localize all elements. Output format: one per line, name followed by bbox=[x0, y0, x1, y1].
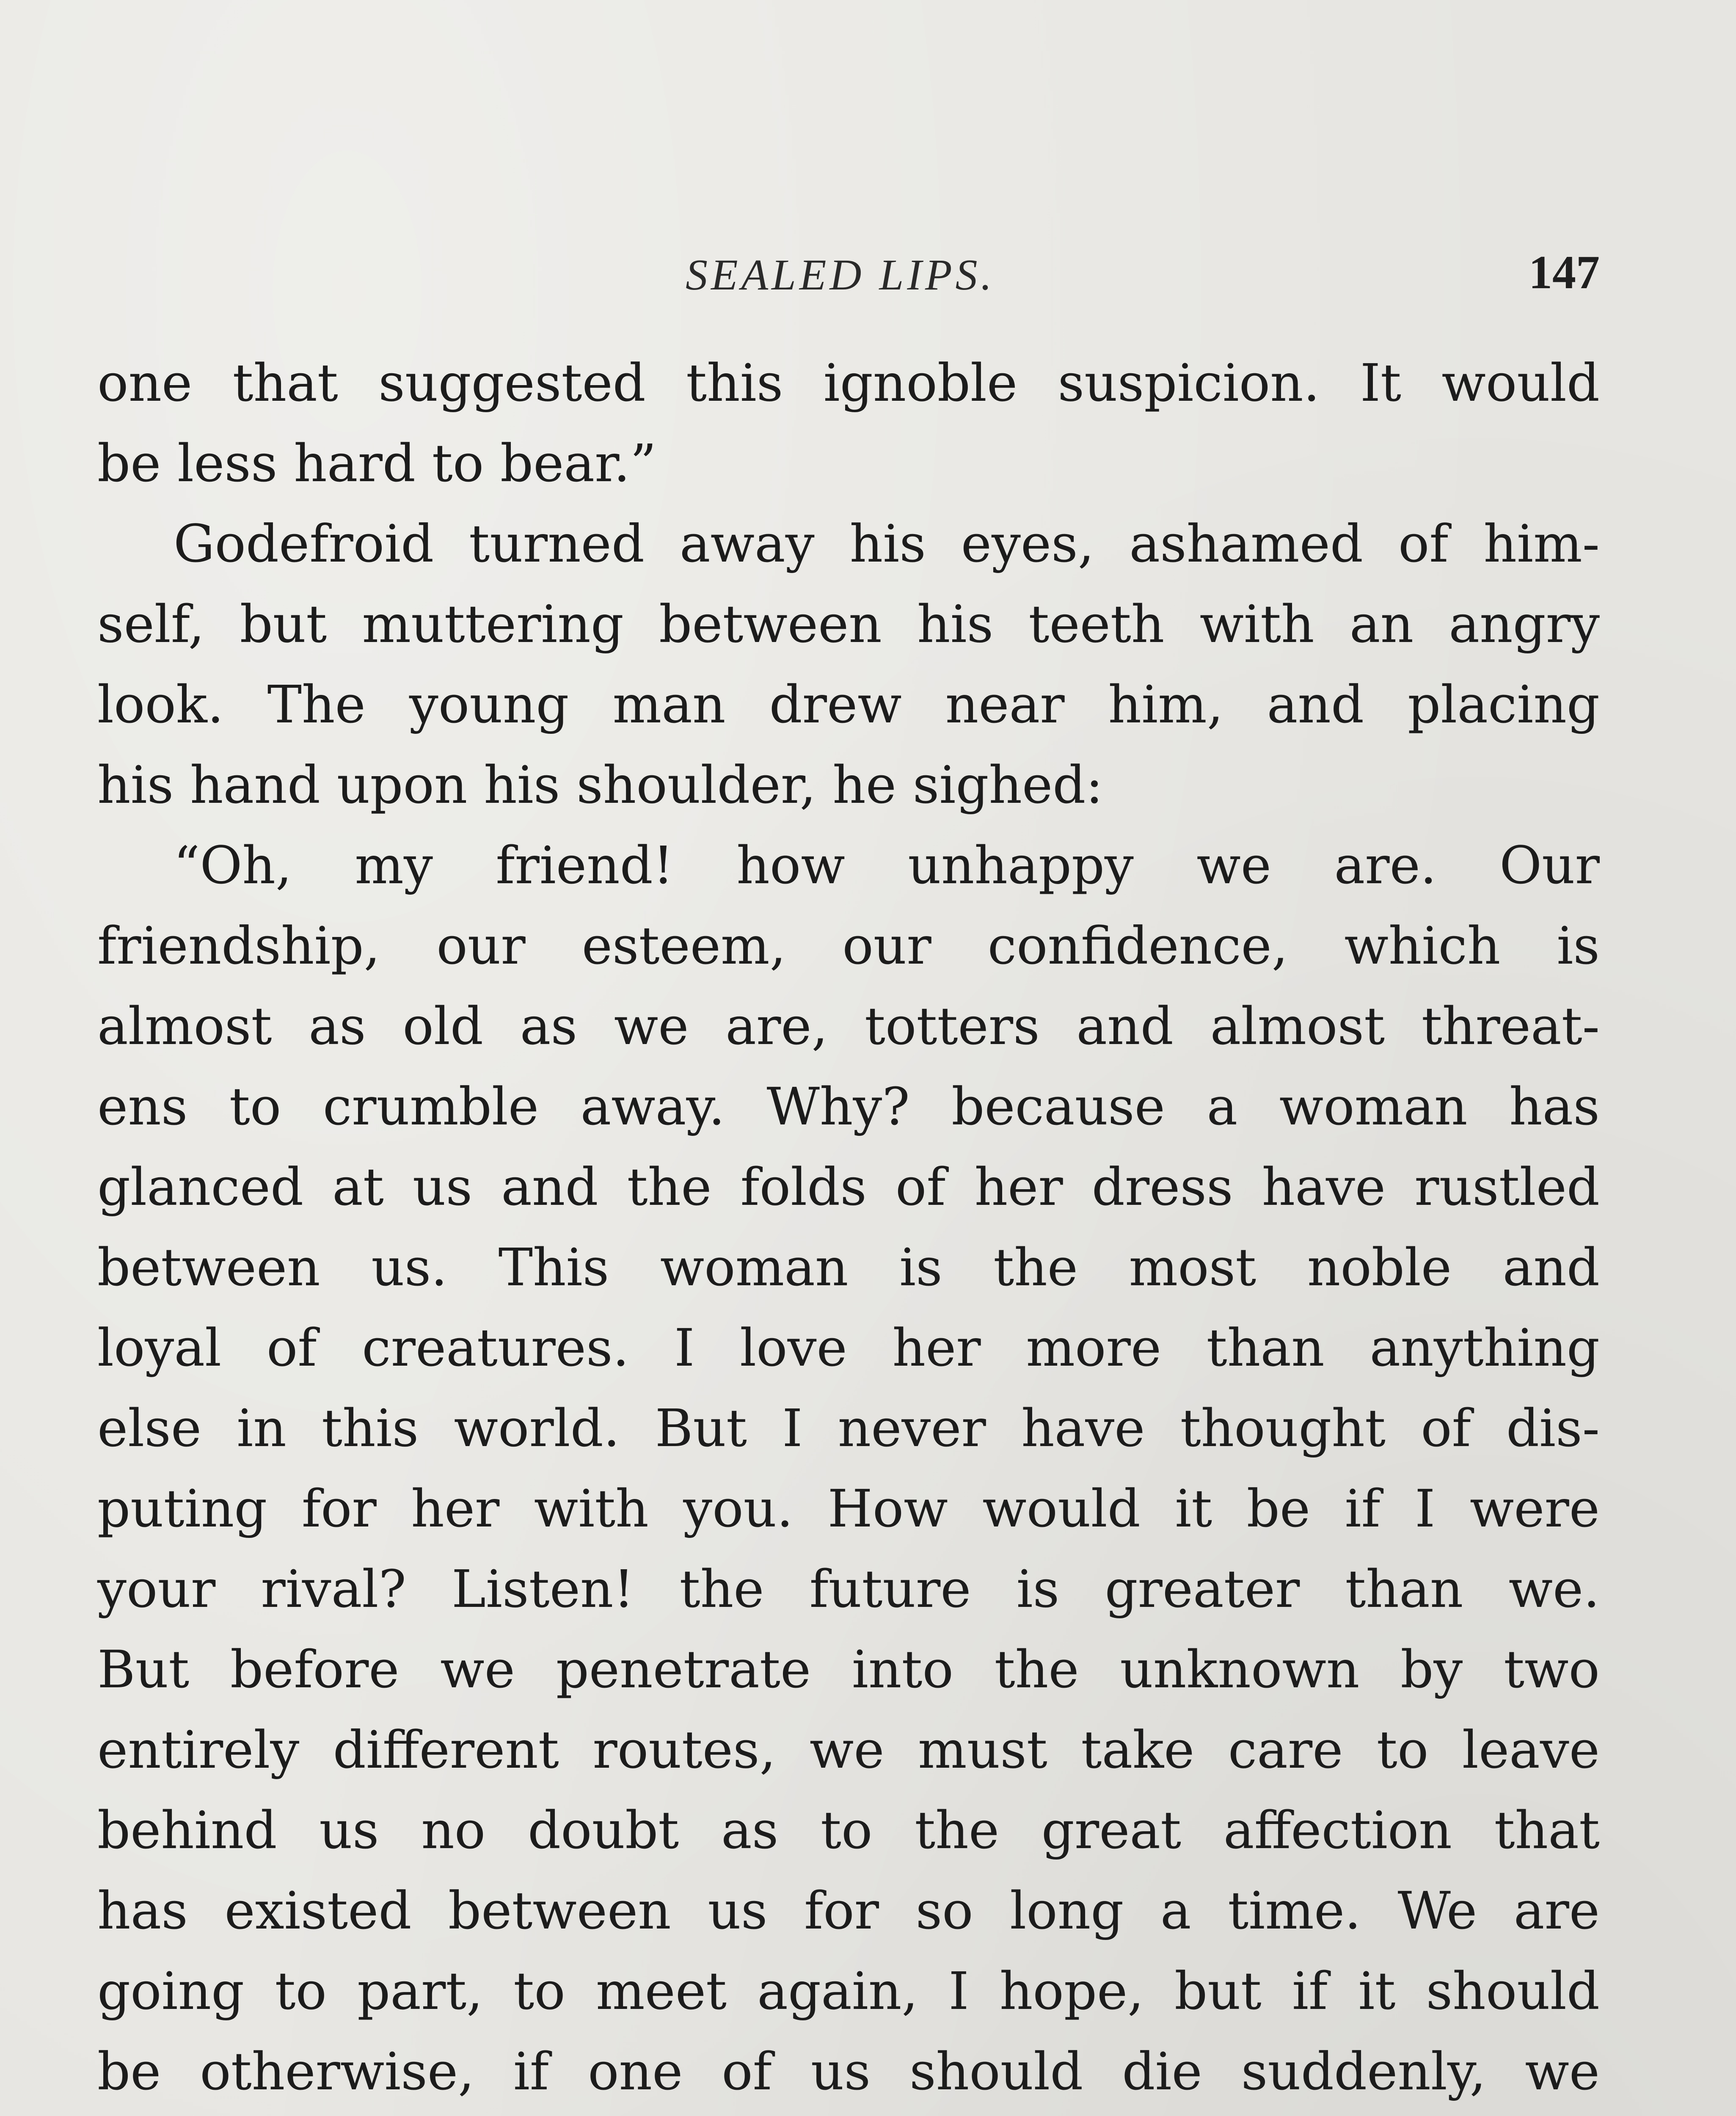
text-line: has existed between us for so long a time. We are bbox=[97, 1881, 1600, 1941]
text-line: his hand upon his shoulder, he sighed: bbox=[97, 755, 1103, 815]
text-line: one that suggested this ignoble suspicion. It would bbox=[97, 353, 1600, 413]
text-line: ens to crumble away. Why? because a woman has bbox=[97, 1077, 1600, 1137]
text-line: between us. This woman is the most noble and bbox=[97, 1237, 1600, 1298]
text-line: Godefroid turned away his eyes, ashamed of him- bbox=[174, 514, 1600, 574]
text-line: “Oh, my friend! how unhappy we are. Our bbox=[174, 835, 1600, 895]
text-line: almost as old as we are, totters and almost threat- bbox=[97, 996, 1600, 1056]
page-header bbox=[0, 237, 1736, 322]
text-line: puting for her with you. How would it be if I were bbox=[97, 1479, 1600, 1539]
text-line: friendship, our esteem, our confidence, which is bbox=[97, 916, 1600, 976]
text-line: glanced at us and the folds of her dress have rustled bbox=[97, 1157, 1600, 1217]
text-line: else in this world. But I never have thought of dis- bbox=[97, 1398, 1600, 1458]
text-line bbox=[97, 2112, 1600, 2116]
text-line: self, but muttering between his teeth with an angry bbox=[97, 594, 1600, 654]
running-head: SEALED LIPS. bbox=[686, 251, 995, 299]
body-text bbox=[97, 343, 1600, 2116]
text-line: going to part, to meet again, I hope, but if it should bbox=[97, 1961, 1600, 2021]
text-line: But before we penetrate into the unknown by two bbox=[97, 1639, 1600, 1700]
text-line: your rival? Listen! the future is greater than we. bbox=[97, 1559, 1600, 1619]
page-number: 147 bbox=[1529, 246, 1600, 299]
text-line: behind us no doubt as to the great affection that bbox=[97, 1800, 1600, 1860]
text-line: look. The young man drew near him, and placing bbox=[97, 675, 1600, 735]
text-line: loyal of creatures. I love her more than anything bbox=[97, 1318, 1600, 1378]
text-line: be less hard to bear.” bbox=[97, 433, 657, 493]
text-line: entirely different routes, we must take care to leave bbox=[97, 1720, 1600, 1780]
text-line: be otherwise, if one of us should die suddenly, we bbox=[97, 2042, 1600, 2102]
